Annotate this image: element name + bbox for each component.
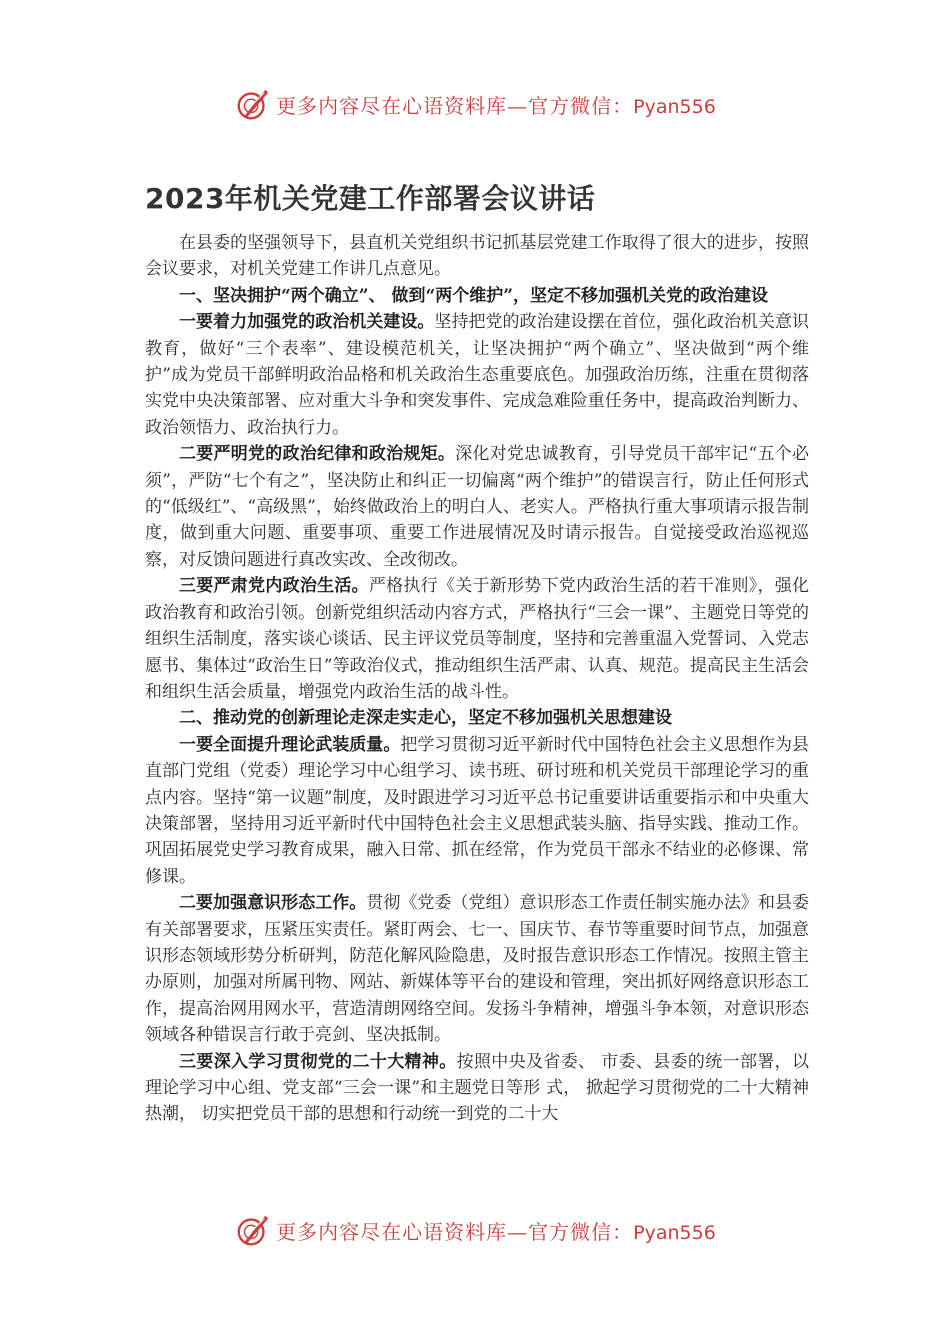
paragraph-text: 把学习贯彻习近平新时代中国特色社会主义思想作为县直部门党组（党委）理论学习中心组学习、读书班、研讨班和机关党员干部理论学习的重点内容。坚持“第一议题”制度，及时跟进学习习近平总书记重要讲话重要指示和中央重大决策部署，坚持用习近平新时代中国特色社会主义思想武装头脑、指导实践、推动工作。巩固拓展党史学习教育成果，融入日常、抓在经常，作为党员干部永不结业的必修课、常修课。 (145, 734, 810, 887)
document-body (145, 230, 809, 1128)
body-paragraph (145, 1049, 809, 1128)
section-heading: 二、推动党的创新理论走深走实走心，坚定不移加强机关思想建设 (179, 708, 672, 729)
body-paragraph (145, 309, 809, 441)
banner-text: 更多内容尽在心语资料库—官方微信：Pyan556 (276, 93, 716, 118)
paragraph-text: 贯彻《党委（党组）意识形态工作责任制实施办法》和县委有关部署要求，压紧压实责任。紧盯两会、七一、国庆节、春节等重要时间节点，加强意识形态领域形势分析研判，防范化解风险隐患，及时报告意识形态工作情况。按照主管主办原则，加强对所属刊物、网站、新媒体等平台的建设和管理，突出抓好网络意识形态工作，提高治网用网水平，营造清朗网络空间。发扬斗争精神，增强斗争本领，对意识形态领域各种错误言行敢于亮剑、坚决抵制。 (145, 893, 810, 1046)
body-paragraph (145, 441, 809, 573)
paragraph-text: 深化对党忠诚教育，引导党员干部牢记“五个必须”，严防“七个有之”，坚决防止和纠正一切偏离“两个维护”的错误言行，防止任何形式的“低级红”、“高级黑”，始终做政治上的明白人、老实人。严格执行重大事项请示报告制度，做到重大问题、重要事项、重要工作进展情况及时请示报告。自觉接受政治巡视巡察，对反馈问题进行真改实改、全改彻改。 (145, 444, 809, 570)
paragraph-lead: 二要严明党的政治纪律和政治规矩。 (179, 444, 456, 465)
intro-paragraph: 在县委的坚强领导下，县直机关党组织书记抓基层党建工作取得了很大的进步，按照会议要求，对机关党建工作讲几点意见。 (145, 233, 809, 280)
footer-watermark-banner (0, 1210, 950, 1250)
body-paragraph (145, 732, 809, 890)
paragraph-lead: 三要深入学习贯彻党的二十大精神。 (179, 1051, 457, 1072)
body-paragraph (145, 890, 809, 1048)
header-watermark-banner (0, 84, 950, 124)
paragraph-lead: 一要着力加强党的政治机关建设。 (179, 312, 435, 333)
paragraph-text: 按照中央及省委、 市委、县委的统一部署，以理论学习中心组、党支部“三会一课”和主题党日等形 式， 掀起学习贯彻党的二十大精神热潮， 切实把党员干部的思想和行动统一到党的二十大 (145, 1051, 810, 1125)
paragraph-lead: 一要全面提升理论武装质量。 (179, 734, 401, 755)
banner-text: 更多内容尽在心语资料库—官方微信：Pyan556 (276, 1219, 716, 1244)
paragraph-lead: 三要严肃党内政治生活。 (179, 576, 369, 597)
body-paragraph (145, 573, 809, 705)
quill-seal-logo-icon (234, 1211, 272, 1249)
paragraph-text: 坚持把党的政治建设摆在首位，强化政治机关意识教育，做好“三个表率”、建设模范机关，让坚决拥护“两个确立”、坚决做到“两个维护”成为党员干部鲜明政治品格和机关政治生态重要底色。加强政治历练，注重在贯彻落实党中央决策部署、应对重大斗争和突发事件、完成急难险重任务中，提高政治判断力、政治领悟力、政治执行力。 (145, 312, 810, 438)
document-title: 2023年机关党建工作部署会议讲话 (145, 182, 596, 215)
quill-seal-logo-icon (234, 85, 272, 123)
section-heading: 一、坚决拥护“两个确立”、 做到“两个维护”，坚定不移加强机关党的政治建设 (179, 285, 769, 306)
paragraph-text: 严格执行《关于新形势下党内政治生活的若干准则》，强化政治教育和政治引领。创新党组织活动内容方式，严格执行“三会一课”、主题党日等党的组织生活制度，落实谈心谈话、民主评议党员等制度，坚持和完善重温入党誓词、入党志愿书、集体过“政治生日”等政治仪式，推动组织生活严肃、认真、规范。提高民主生活会和组织生活会质量，增强党内政治生活的战斗性。 (145, 576, 810, 702)
paragraph-lead: 二要加强意识形态工作。 (179, 893, 367, 914)
